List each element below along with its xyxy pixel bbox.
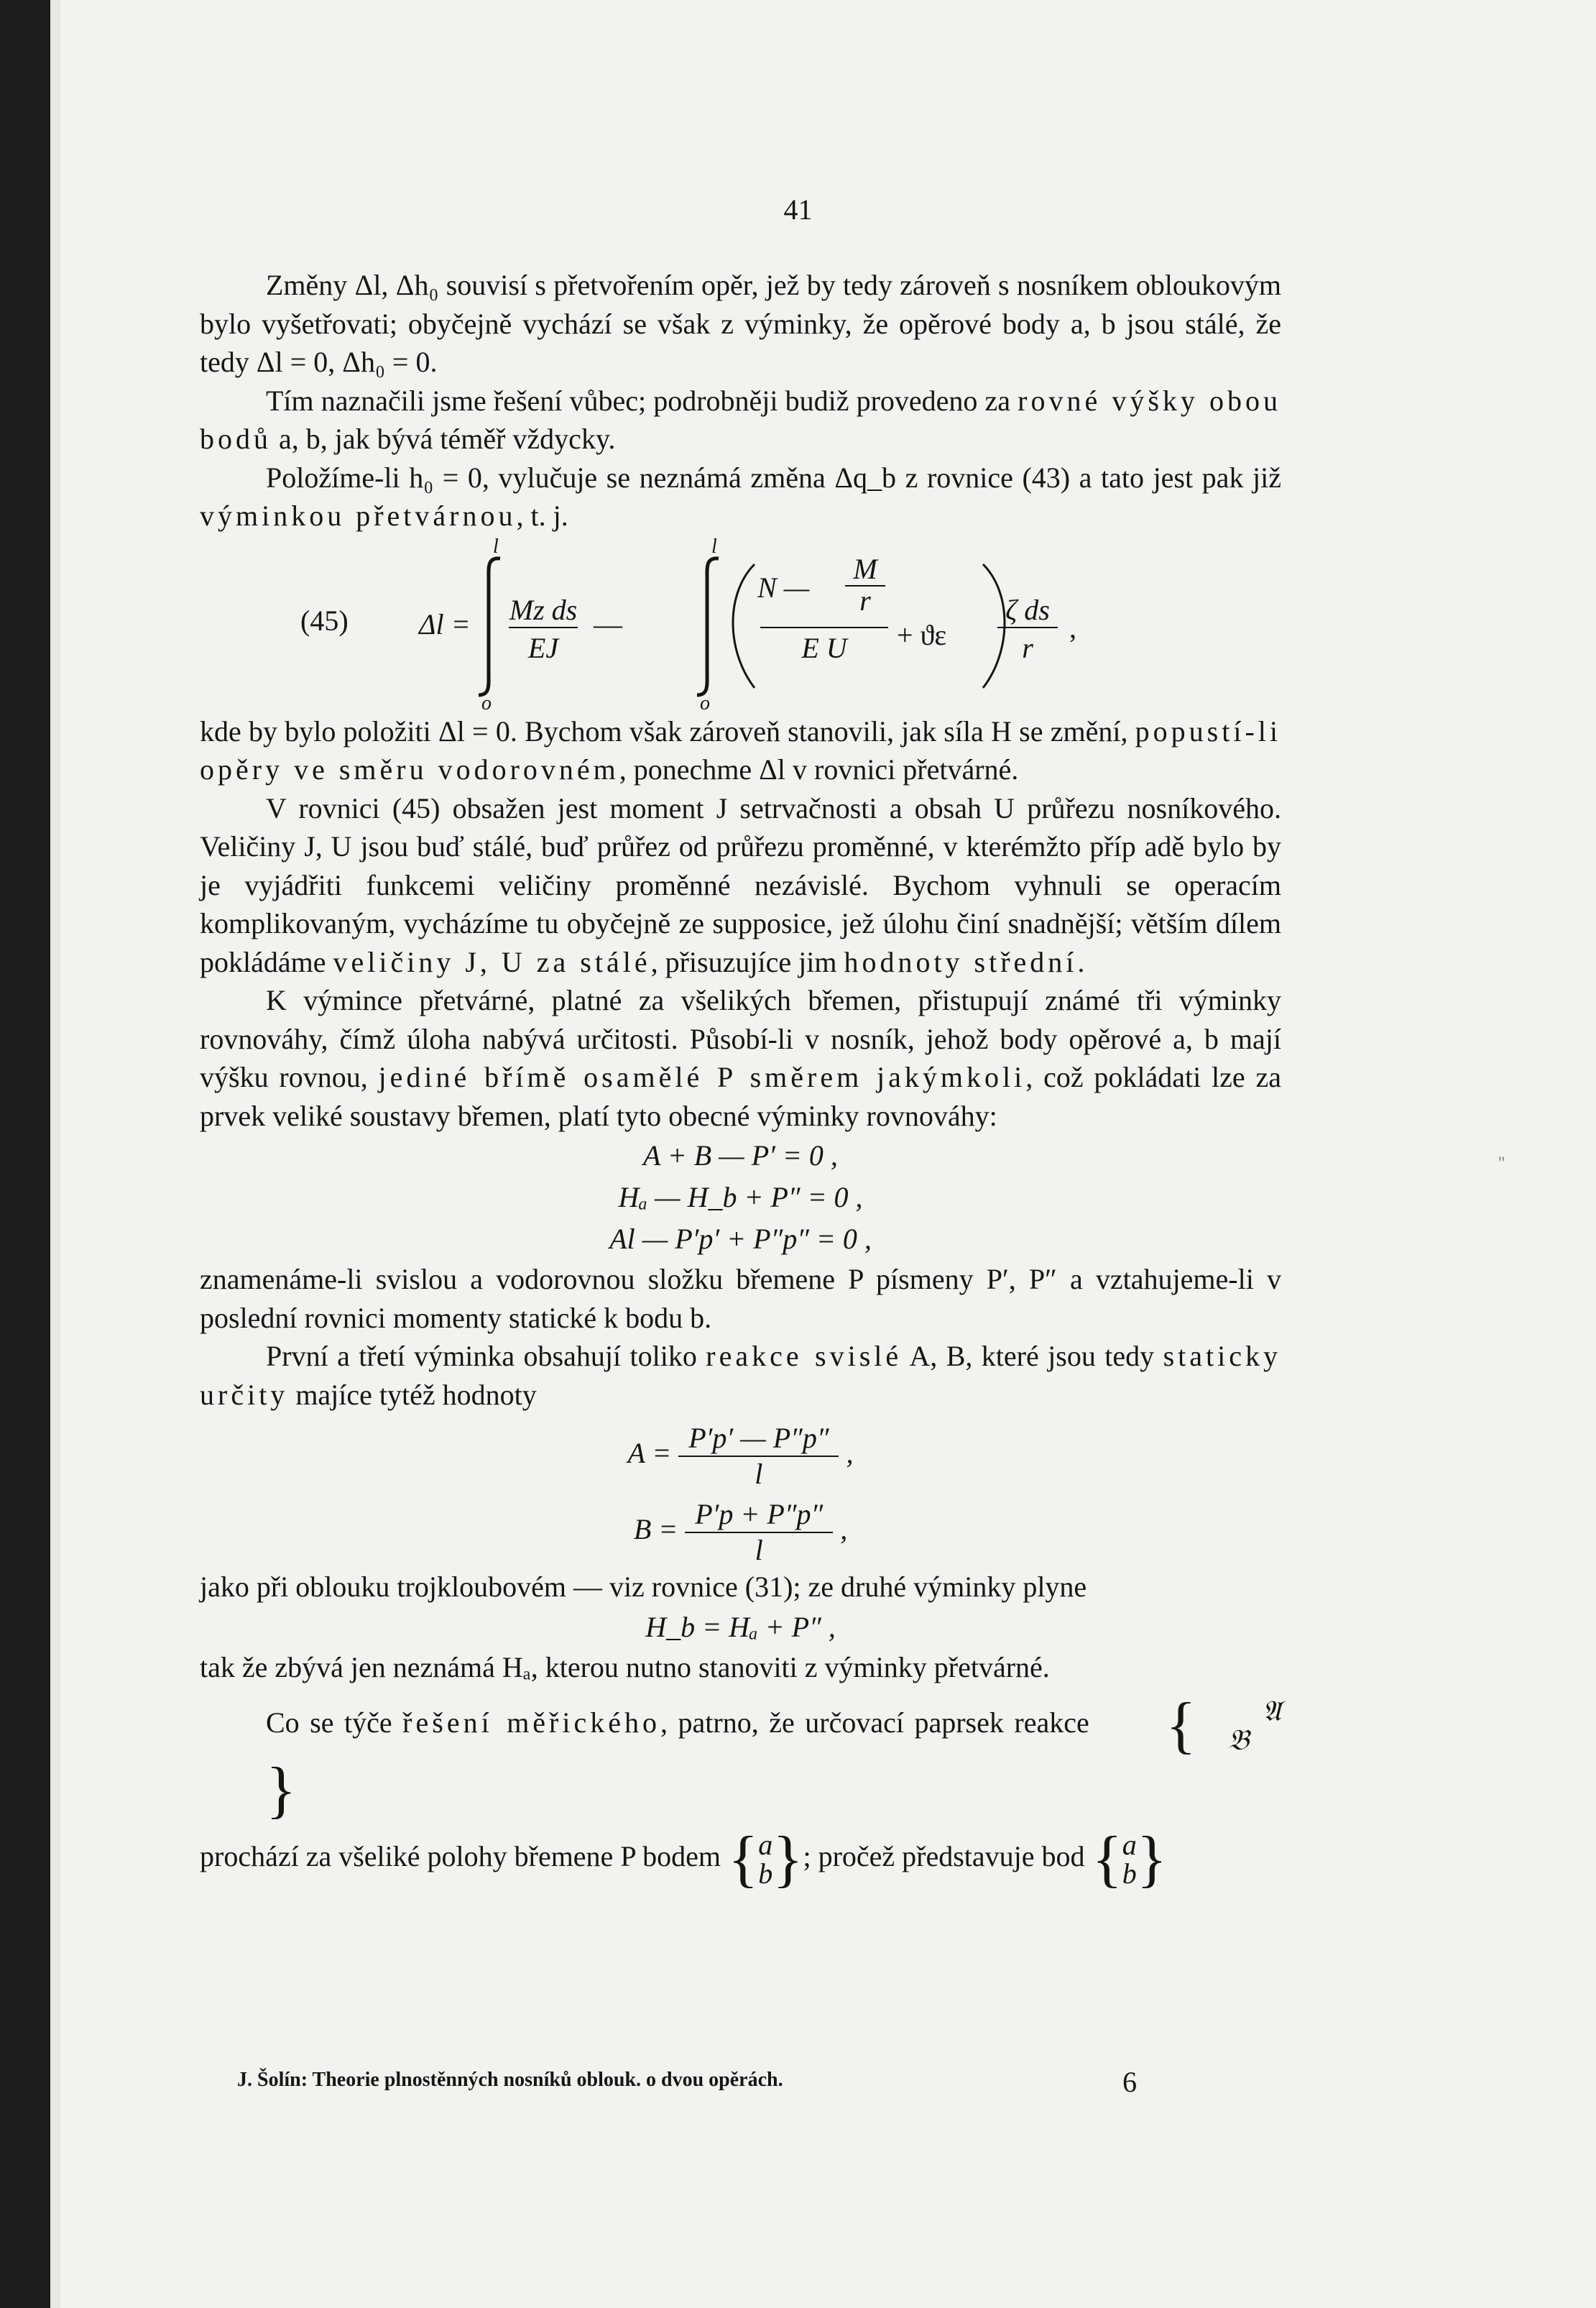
inner-num-left: N —: [757, 571, 810, 604]
eq-lhs: Δl =: [419, 607, 471, 640]
equilibrium-eq-3: Al — P′p′ + P″p″ = 0 ,: [609, 1223, 872, 1255]
brace-AB-bottom: 𝔅: [1228, 1724, 1250, 1756]
left-paren: [733, 564, 755, 688]
text-run: , t. j.: [516, 500, 568, 532]
brace-right: }: [266, 1755, 297, 1825]
text-run: , patrno, že určovací paprsek reakce: [660, 1706, 1089, 1739]
text-run: a, b, jak bývá téměř vždycky.: [272, 423, 616, 455]
brace-stack-ab-1: [758, 1831, 772, 1888]
spaced-text: veličiny J, U za stálé: [333, 945, 651, 978]
spaced-text: jediné břímě osamělé P směrem jakýmkoli: [378, 1061, 1026, 1093]
outer-denominator: r: [1022, 631, 1033, 664]
brace-ab-bottom: b: [1122, 1857, 1137, 1890]
page-number: 41: [783, 193, 813, 226]
brace-right: }: [772, 1824, 803, 1894]
int2-lower: o: [700, 691, 710, 712]
equilibrium-eq-2: Hₐ — H_b + P″ = 0 ,: [618, 1181, 863, 1213]
integral-sign-2: [697, 558, 719, 694]
eq-B-denominator: l: [755, 1534, 763, 1566]
spaced-text: výminkou přetvárnou: [200, 500, 517, 532]
eq-B-lhs: B =: [633, 1513, 678, 1546]
eq-B-numerator: P′p + P″p″: [685, 1497, 833, 1533]
equilibrium-eq-1: A + B — P′ = 0 ,: [643, 1139, 838, 1172]
eq-A-trail: ,: [846, 1437, 854, 1470]
eq-B-trail: ,: [840, 1513, 848, 1546]
equation-B: [200, 1497, 1281, 1568]
spaced-text: rovné výšky obou bodů: [200, 384, 1282, 455]
brace-AB-top: 𝔄: [1262, 1695, 1282, 1727]
text-run: Položíme-li h₀ = 0, vylučuje se neznámá změna Δq_b z rovnice (43) a tato jest pak již: [266, 461, 1281, 494]
int1-numerator: Mz ds: [509, 593, 578, 626]
brace-ab-top: a: [758, 1829, 773, 1861]
brace-stack-AB: [1196, 1697, 1281, 1755]
text-run: První a třetí výminka obsahují toliko: [266, 1340, 706, 1372]
brace-left: {: [1092, 1824, 1122, 1894]
eq-A-fraction: [678, 1421, 839, 1491]
eq-A-denominator: l: [755, 1458, 763, 1490]
text-run: .: [1077, 945, 1085, 978]
spaced-text: staticky určity: [200, 1340, 1282, 1411]
eq-A-numerator: P′p′ — P″p″: [678, 1421, 839, 1457]
footer-citation: J. Šolín: Theorie plnostěnných nosníků oblouk. o dvou opěrách.: [237, 2069, 783, 2091]
paragraph-2: [200, 382, 1281, 459]
inner-denominator: E U: [801, 631, 847, 664]
right-paren: [983, 564, 1005, 688]
brace-ab-bottom: b: [758, 1857, 773, 1890]
text-run: Co se týče: [266, 1706, 403, 1739]
paragraph-3: [200, 459, 1281, 535]
page-body: [200, 266, 1281, 1892]
integral-sign-1: [479, 558, 500, 694]
text-run: V rovnici (45) obsažen jest moment J setrvačnosti a obsah U průřezu nosníkového. Veličiny J, U jsou buď stálé, buď průřez od průřezu proměnné, v kterémžto příp adě bylo by je vyjádřiti funkcemi veličiny proměnné nezávislé. Bychom vyhnuli se operacím komplikovaným, vycházíme tu obyčejně ze supposice, jež úlohu činí snadnější; větším dílem pokládáme: [200, 791, 1281, 978]
brace-right: }: [1136, 1824, 1168, 1894]
inner-num-frac-num: M: [853, 552, 877, 585]
int2-upper: l: [711, 535, 717, 558]
footer-signature: 6: [1122, 2066, 1137, 2098]
spaced-text: řešení měřického: [402, 1706, 661, 1739]
inner-num-frac-den: r: [859, 584, 871, 617]
brace-left: {: [1166, 1691, 1196, 1760]
equation-number: (45): [300, 604, 349, 637]
paragraph-6: [200, 981, 1281, 1135]
brace-stack-ab-2: [1122, 1831, 1137, 1888]
text-run: prochází za všeliké polohy břemene P bodem: [200, 1840, 721, 1873]
eq-B-fraction: [685, 1497, 833, 1568]
paragraph-10: tak že zbývá jen neznámá Hₐ, kterou nutno stanoviti z výminky přetvárné.: [200, 1650, 1050, 1683]
paragraph-7: znamenáme-li svislou a vodorovnou složku břemene P písmeny P′, P″ a vztahujeme-li v poslední rovnici momenty statické k bodu b.: [200, 1263, 1281, 1334]
spaced-text: reakce svislé: [706, 1340, 903, 1372]
text-run: A, B, které jsou tedy: [902, 1340, 1163, 1372]
equation-45: [200, 535, 1281, 712]
text-run: , ponechme Δl v rovnici přetvárné.: [619, 753, 1019, 786]
equation-45-figure: [200, 535, 1281, 712]
int1-denominator: EJ: [527, 631, 559, 664]
text-run: , což pokládati lze za prvek veliké soustavy břemen, platí tyto obecné výminky rovnováhy:: [200, 1061, 1281, 1132]
int1-lower: o: [481, 691, 492, 712]
text-run: Tím naznačili jsme řešení vůbec; podrobněji budiž provedeno za: [266, 384, 1018, 417]
equation-Hb: H_b = Hₐ + P″ ,: [645, 1610, 836, 1643]
paragraph-11: [200, 1693, 1281, 1823]
eq-minus: —: [594, 607, 622, 640]
int1-upper: l: [493, 535, 499, 558]
brace-ab-top: a: [1122, 1829, 1137, 1861]
brace-left: {: [727, 1824, 759, 1894]
paragraph-1: Změny Δl, Δh₀ souvisí s přetvořením opěr, jež by tedy zároveň s nosníkem obloukovým bylo vyšetřovati; obyčejně vychází se však z výminky, že opěrové body a, b jsou stálé, že tedy Δl = 0, Δh₀ = 0.: [200, 269, 1281, 378]
eq-A-lhs: A =: [627, 1437, 672, 1470]
text-run: majíce tytéž hodnoty: [288, 1378, 537, 1411]
text-run: kde by bylo položiti Δl = 0. Bychom však zároveň stanovili, jak síla H se změní,: [200, 714, 1135, 748]
page-edge: [50, 0, 60, 2308]
text-run: K výmince přetvárné, platné za všelikých břemen, přistupují známé tři výminky rovnováhy, čímž úloha nabývá určitosti. Působí-li v nosník, jehož body opěrové a, b mají výšku rovnou,: [200, 984, 1281, 1093]
eq-trailing-comma: ,: [1069, 611, 1076, 644]
spaced-text: hodnoty střední: [844, 945, 1078, 978]
text-run: ; pročež představuje bod: [803, 1840, 1085, 1873]
paragraph-4: [200, 712, 1281, 789]
margin-mark: '': [1498, 1153, 1505, 1174]
paragraph-5: [200, 789, 1281, 982]
paragraph-9: jako při oblouku trojkloubovém — viz rovnice (31); ze druhé výminky plyne: [200, 1571, 1087, 1603]
equation-A: [200, 1421, 1281, 1491]
paragraph-8: [200, 1337, 1281, 1414]
outer-numerator: ζ ds: [1005, 593, 1050, 626]
plus-theta-epsilon: + ϑε: [897, 618, 947, 651]
spaced-text: popustí-li opěry ve směru vodorovném: [200, 714, 1281, 786]
text-run: , přisuzujíce jim: [650, 945, 844, 978]
paragraph-12: [200, 1824, 1281, 1894]
